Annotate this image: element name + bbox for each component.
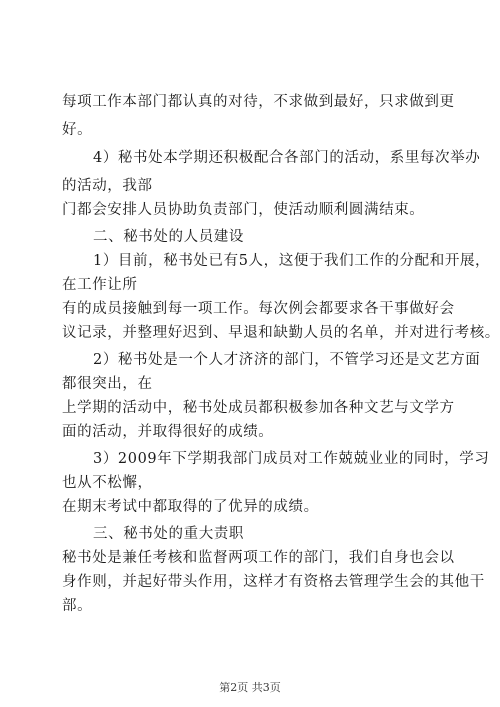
text-line: 议记录，并整理好迟到、早退和缺勤人员的名单，并对进行考核。 bbox=[62, 325, 500, 341]
text-line: 2）秘书处是一个人才济济的部门，不管学习还是文艺方面 bbox=[93, 352, 481, 368]
text-line: 4）秘书处本学期还积极配合各部门的活动，系里每次举办 bbox=[93, 150, 481, 166]
text-line: 在工作让所 bbox=[62, 277, 138, 293]
text-line: 上学期的活动中，秘书处成员都积极参加各种文艺与文学方 bbox=[62, 400, 455, 416]
text-line: 也从不松懈， bbox=[62, 475, 153, 491]
text-line: 门都会安排人员协助负责部门，使活动顺利圆满结束。 bbox=[62, 202, 425, 218]
text-line: 有的成员接触到每一项工作。每次例会都要求各干事做好会 bbox=[62, 301, 455, 317]
text-line: 在期末考试中都取得的了优异的成绩。 bbox=[62, 499, 319, 515]
text-line: 面的活动，并取得很好的成绩。 bbox=[62, 424, 274, 440]
text-line: 1）目前，秘书处已有5人，这便于我们工作的分配和开展， bbox=[93, 253, 491, 269]
text-line: 好。 bbox=[62, 122, 93, 138]
section-heading: 二、秘书处的人员建设 bbox=[93, 229, 244, 245]
text-line: 的活动，我部 bbox=[62, 178, 153, 194]
page-footer: 第2页 共3页 bbox=[219, 681, 281, 694]
text-line: 身作则，并起好带头作用，这样才有资格去管理学生会的其他干 bbox=[62, 574, 485, 590]
section-heading: 三、秘书处的重大责职 bbox=[93, 526, 244, 542]
text-line: 都很突出，在 bbox=[62, 376, 153, 392]
text-line: 3）2009年下学期我部门成员对工作兢兢业业的同时，学习 bbox=[93, 451, 490, 467]
text-line: 秘书处是兼任考核和监督两项工作的部门，我们自身也会以 bbox=[62, 550, 455, 566]
text-line: 每项工作本部门都认真的对待，不求做到最好，只求做到更 bbox=[62, 94, 455, 110]
text-line: 部。 bbox=[62, 598, 93, 614]
